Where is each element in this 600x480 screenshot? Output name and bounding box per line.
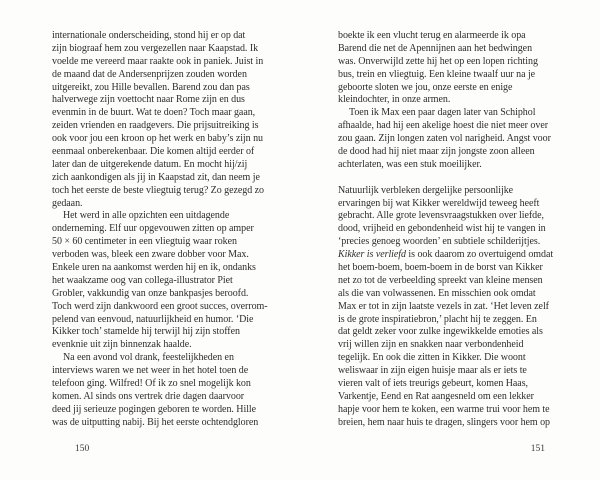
text-line: Toch werd zijn dankwoord een groot succes, overrom- [52,300,268,312]
text-line: Barend die net de Apennijnen aan het bedwingen [338,42,533,54]
text-line: zou gaan. Zijn longen zaten vol narigheid. Angst voor [338,133,551,145]
text-line: Enkele uren na aankomst werden hij en ik, ondanks [52,262,256,274]
text-line: kleindochter, in onze armen. [338,94,451,106]
text-line: als die van volwassenen. En misschien ook omdat [338,287,536,299]
text-line: breien, hem naar huis te dragen, slingers voor hem op [338,416,551,428]
left-page-text-block [52,30,284,430]
text-line: later dan de uitgerekende datum. En mocht hij/zij [52,158,248,170]
text-line: gebracht. Alle grote levensvraagstukken over liefde, [338,210,544,222]
text-line: het boem-boem, boem-boem in de borst van Kikker [338,262,543,274]
italic-book-title: Kikker is verliefd [338,249,406,261]
text-line: het waakzame oog van collega-illustrator Piet [52,274,233,286]
text-line: verboden was, bleek een zware dobber voor Max. [52,249,249,261]
text-line: komen. Al sinds ons vertrek drie dagen daarvoor [52,390,245,402]
text-line: 50 × 60 centimeter in een vliegtuig waar roken [52,236,237,248]
text-line: halverwege zijn voettocht naar Rome zijn en dus [52,94,245,106]
text-line: afhaalde, had hij een akelige hoest die niet meer over [338,120,548,132]
text-line: Max er tot in zijn laatste vezels in zat. ‘Het leven zelf [338,300,549,312]
text-line: tegelijk. En ook die zitten in Kikker. Die woont [338,352,526,364]
text-line: zich aankondigen als jij in Kaapstad zit, dan neem je [52,171,260,183]
text-line: uitgereikt, zou Hille bevallen. Barend zou dan pas [52,81,250,93]
text-line: Kikker is verliefd is ook daarom zo overtuigend omdat [338,249,554,261]
text-line: net zo tot de verbeelding spreekt van kleine mensen [338,274,543,286]
text-line: Grobler, vakkundig van onze bankpasjes beroofd. [52,287,249,299]
text-line: was de uitputting nabij. Bij het eerste ochtendgloren [52,416,259,428]
text-line: deed jij serieuze pogingen geboren te worden. Hille [52,403,257,415]
text-line: vrij willen zijn en snakken naar verbondenheid [338,339,524,351]
text-line: zijn biograaf hem zou vergezellen naar Kaapstad. Ik [52,42,259,54]
text-line: was. Onverwijld zette hij het op een lopen richting [338,55,538,67]
text-line: hapje voor hem te koken, een warme trui voor hem te [338,403,550,415]
text-line: dat geldt zeker voor zulke ingewikkelde emoties als [338,326,543,338]
text-line: eenmaal onberekenbaar. Die komen altijd eerder of [52,146,255,158]
text-line: voelde me vereerd maar raakte ook in paniek. Juist in [52,55,264,67]
text-line: ook voor jou een kroon op het werk en baby’s zijn nu [52,133,263,145]
text-line: bus, trein en vliegtuig. Een kleine twaalf uur na je [338,68,536,80]
text-line: internationale onderscheiding, stond hij er op dat [52,30,246,41]
text-line: boekte ik een vlucht terug en alarmeerde ik opa [338,30,526,41]
text-line: interviews waren we net weer in het hotel toen de [52,365,249,377]
blank-line [338,172,570,185]
text-line: Na een avond vol drank, feestelijkheden en [63,352,234,364]
text-line: achterlaten, was een stuk moeilijker. [338,158,482,170]
text-line: Natuurlijk verbleken dergelijke persoonlijke [338,184,514,196]
text-line: toch het eerste de beste vliegtuig terug? Zo gezegd zo [52,184,264,196]
text-line: evenmin in de buurt. Wat te doen? Toch maar gaan, [52,107,256,119]
text-line: weliswaar in zijn eigen huisje maar als er iets te [338,365,527,377]
text-line: Varkentje, Eend en Rat aangesneld om een lekker [338,390,534,402]
text-line: geboorte sloten we jou, onze eerste en enige [338,81,513,93]
text-line: Toen ik Max een paar dagen later van Schiphol [349,107,536,119]
text-line: gedaan. [52,197,83,209]
right-page-number: 151 [530,444,545,454]
text-line: ‘precies genoeg woorden’ en subtiele schilderijtjes. [338,236,541,248]
text-line: dood, vrijheid en gebondenheid wist hij te vangen in [338,223,546,235]
text-line: evenknie uit zijn binnenzak haalde. [52,339,192,351]
text-line: zeiden vrienden en raadgevers. Die prijsuitreiking is [52,120,259,132]
text-line: vieren valt of iets treurigs gebeurt, komen Haas, [338,378,528,390]
right-page-text-block [338,30,570,430]
text-line: de dood had hij niet maar zijn jongste zoon alleen [338,146,535,158]
text-line: onderneming. Elf uur opgevouwen zitten op amper [52,223,254,235]
text-line: is de grote inspiratiebron,’ placht hij te zeggen. En [338,313,537,325]
text-line: Het werd in alle opzichten een uitdagende [63,210,230,222]
text-line: Kikker toch’ stamelde hij terwijl hij zijn stoffen [52,326,240,338]
text-line: telefoon ging. Wilfred! Of ik zo snel mogelijk kon [52,378,251,390]
text-line: pelend van eenvoud, natuurlijkheid en humor. ‘Die [52,313,254,325]
text-line: ervaringen bij wat Kikker wereldwijd teweeg heeft [338,197,540,209]
left-page-number: 150 [75,444,90,454]
text-line: de maand dat de Andersenprijzen zouden worden [52,68,247,80]
